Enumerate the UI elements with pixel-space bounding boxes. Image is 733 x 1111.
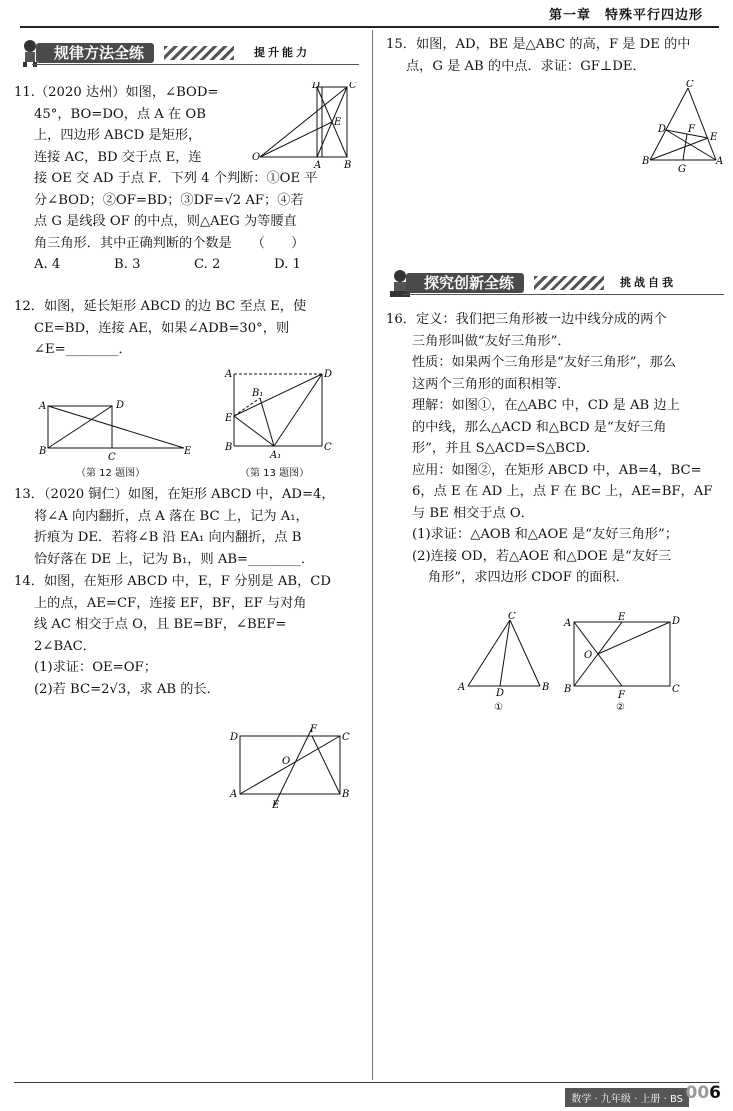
figure-q16-2 [562,612,692,702]
svg-text:D: D [116,400,125,411]
svg-text:A₁: A₁ [270,450,282,461]
svg-text:D: D [672,616,681,627]
svg-text:F: F [310,724,317,735]
figure-q13 [222,366,342,462]
page-prefix: 00 [685,1083,710,1103]
svg-text:A: A [39,401,47,412]
svg-text:E: E [710,132,718,143]
svg-text:C: C [342,732,350,743]
figure-q11 [252,82,360,172]
svg-text:B: B [225,442,233,453]
svg-text:C: C [686,80,694,90]
caption-fig1: ① [494,702,503,713]
option-c: C. 2 [194,257,221,272]
section-title: 探究创新全练 [406,273,524,293]
section-title: 规律方法全练 [36,43,154,63]
q11-line: 角三角形．其中正确判断的个数是 （ ） [34,235,305,251]
q13-line: 恰好落在 DE 上，记为 B₁，则 AB=________． [34,551,315,567]
q12-line: CE=BD，连接 AE，如果∠ADB=30°，则 [34,320,290,336]
svg-text:D: D [312,82,321,91]
svg-text:B: B [542,682,550,693]
q16-line: 角形”，求四边形 CDOF 的面积． [428,570,629,585]
option-a: A. 4 [34,257,61,272]
header-rule [20,26,719,28]
caption-fig12: （第 12 题图） [76,468,146,479]
q16-line: 形”，并且 S△ACD=S△BCD． [412,441,600,456]
svg-text:D: D [658,124,667,135]
svg-text:B: B [342,789,350,800]
q12-line: 12．如图，延长矩形 ABCD 的边 BC 至点 E，使 [14,299,307,314]
section-subtitle: 提升能力 [254,46,310,59]
svg-text:O: O [252,152,261,163]
banner-stripes [164,46,234,60]
svg-text:O: O [282,756,291,767]
svg-text:D: D [324,369,333,380]
figure-q14 [226,724,356,810]
svg-text:A: A [564,618,572,629]
svg-text:B: B [39,446,47,457]
option-d: D. 1 [274,257,301,272]
q14-line: 2∠BAC． [34,638,96,654]
q16-line: 6，点 E 在 AD 上，点 F 在 BC 上，AE=BF，AF [412,484,713,499]
svg-text:B: B [344,160,352,171]
svg-text:A: A [458,682,466,693]
q16-line: 应用：如图②，在矩形 ABCD 中，AB=4，BC= [412,462,702,478]
section-banner-explore [384,268,724,298]
svg-text:C: C [508,612,516,622]
caption-fig2: ② [616,702,625,713]
svg-text:C: C [324,442,332,453]
question-12 [14,296,364,361]
figure-q15 [638,80,724,174]
svg-text:A: A [230,789,238,800]
caption-fig13: （第 13 题图） [240,468,310,479]
svg-text:B: B [564,684,572,695]
svg-text:C: C [672,684,680,695]
q13-line: 折痕为 DE．若将∠B 沿 EA₁ 向内翻折，点 B [34,530,302,545]
q16-line: (1)求证：△AOB 和△AOE 是“友好三角形”； [412,527,678,542]
svg-text:A: A [225,369,233,380]
banner-stripes [534,276,604,290]
q11-line: 分∠BOD；②OF=BD；③DF=√2 AF；④若 [34,192,304,208]
q16-line: 16．定义：我们把三角形被一边中线分成的两个 [386,312,667,327]
page-digit: 6 [709,1083,721,1103]
q15-line: 15．如图，AD，BE 是△ABC 的高，F 是 DE 的中 [386,37,691,52]
banner-rule [402,294,724,295]
q14-line: (1)求证：OE=OF； [34,660,157,675]
page-number [685,1083,721,1103]
svg-text:E: E [334,117,342,128]
q11-line: 45°，BO=DO，点 A 在 OB [34,106,206,122]
footer-rule [14,1082,719,1083]
section-subtitle: 挑战自我 [620,276,676,289]
question-16 [386,309,726,589]
q12-line: ∠E=________． [34,342,132,357]
svg-text:C: C [349,82,357,91]
option-b: B. 3 [114,257,141,272]
figure-q12 [36,398,196,460]
q16-line: (2)连接 OD，若△AOE 和△DOE 是“友好三 [412,548,672,564]
q16-line: 这两个三角形的面积相等． [412,376,571,392]
q16-line: 性质：如果两个三角形是“友好三角形”，那么 [412,355,677,370]
svg-text:B: B [642,156,650,167]
q11-line: 连接 AC，BD 交于点 E，连 [34,149,202,165]
q11-line: 接 OE 交 AD 于点 F．下列 4 个判断：①OE 平 [34,171,318,186]
chapter-header: 第一章 特殊平行四边形 [548,8,703,23]
figure-q16-1 [456,612,552,696]
q11-options [14,254,364,276]
section-banner-method [14,38,359,68]
banner-rule [32,64,359,65]
question-13 [14,484,364,570]
svg-text:C: C [108,452,116,460]
svg-text:A: A [314,160,322,171]
svg-text:G: G [678,164,686,174]
q11-line: 上，四边形 ABCD 是矩形， [34,128,202,143]
q16-line: 的中线，那么△ACD 和△BCD 是“友好三角 [412,419,667,435]
q11-line: 点 G 是线段 OF 的中点，则△AEG 为等腰直 [34,214,297,229]
q16-line: 与 BE 相交于点 O． [412,505,534,521]
q14-line: 上的点，AE=CF，连接 EF，BF，EF 与对角 [34,595,307,611]
q11-line: 11.（2020 达州）如图，∠BOD= [14,85,219,100]
q16-line: 三角形叫做“友好三角形”． [412,333,571,349]
q14-line: 线 AC 相交于点 O，且 BE=BF，∠BEF= [34,617,287,632]
svg-text:E: E [618,612,626,623]
svg-text:F: F [618,690,625,701]
svg-text:A: A [716,156,724,167]
svg-text:D: D [496,688,505,696]
svg-text:F: F [688,124,695,135]
q13-line: 将∠A 向内翻折，点 A 落在 BC 上，记为 A₁， [34,508,309,524]
question-15 [386,34,726,77]
svg-text:O: O [584,650,593,661]
svg-text:E: E [184,446,192,457]
svg-text:D: D [230,732,239,743]
book-label: 数学 · 九年级 · 上册 · BS [565,1088,689,1107]
q14-line: 14．如图，在矩形 ABCD 中，E，F 分别是 AB，CD [14,574,331,589]
q15-line: 点，G 是 AB 的中点．求证：GF⊥DE． [406,58,646,74]
q14-line: (2)若 BC=2√3，求 AB 的长． [34,681,220,697]
svg-text:B₁: B₁ [252,388,264,399]
question-14 [14,571,364,700]
svg-text:E: E [272,800,280,810]
svg-text:E: E [225,413,233,424]
q16-line: 理解：如图①，在△ABC 中，CD 是 AB 边上 [412,398,680,413]
q13-line: 13．（2020 铜仁）如图，在矩形 ABCD 中，AD=4， [14,487,335,502]
column-divider [372,30,373,1080]
